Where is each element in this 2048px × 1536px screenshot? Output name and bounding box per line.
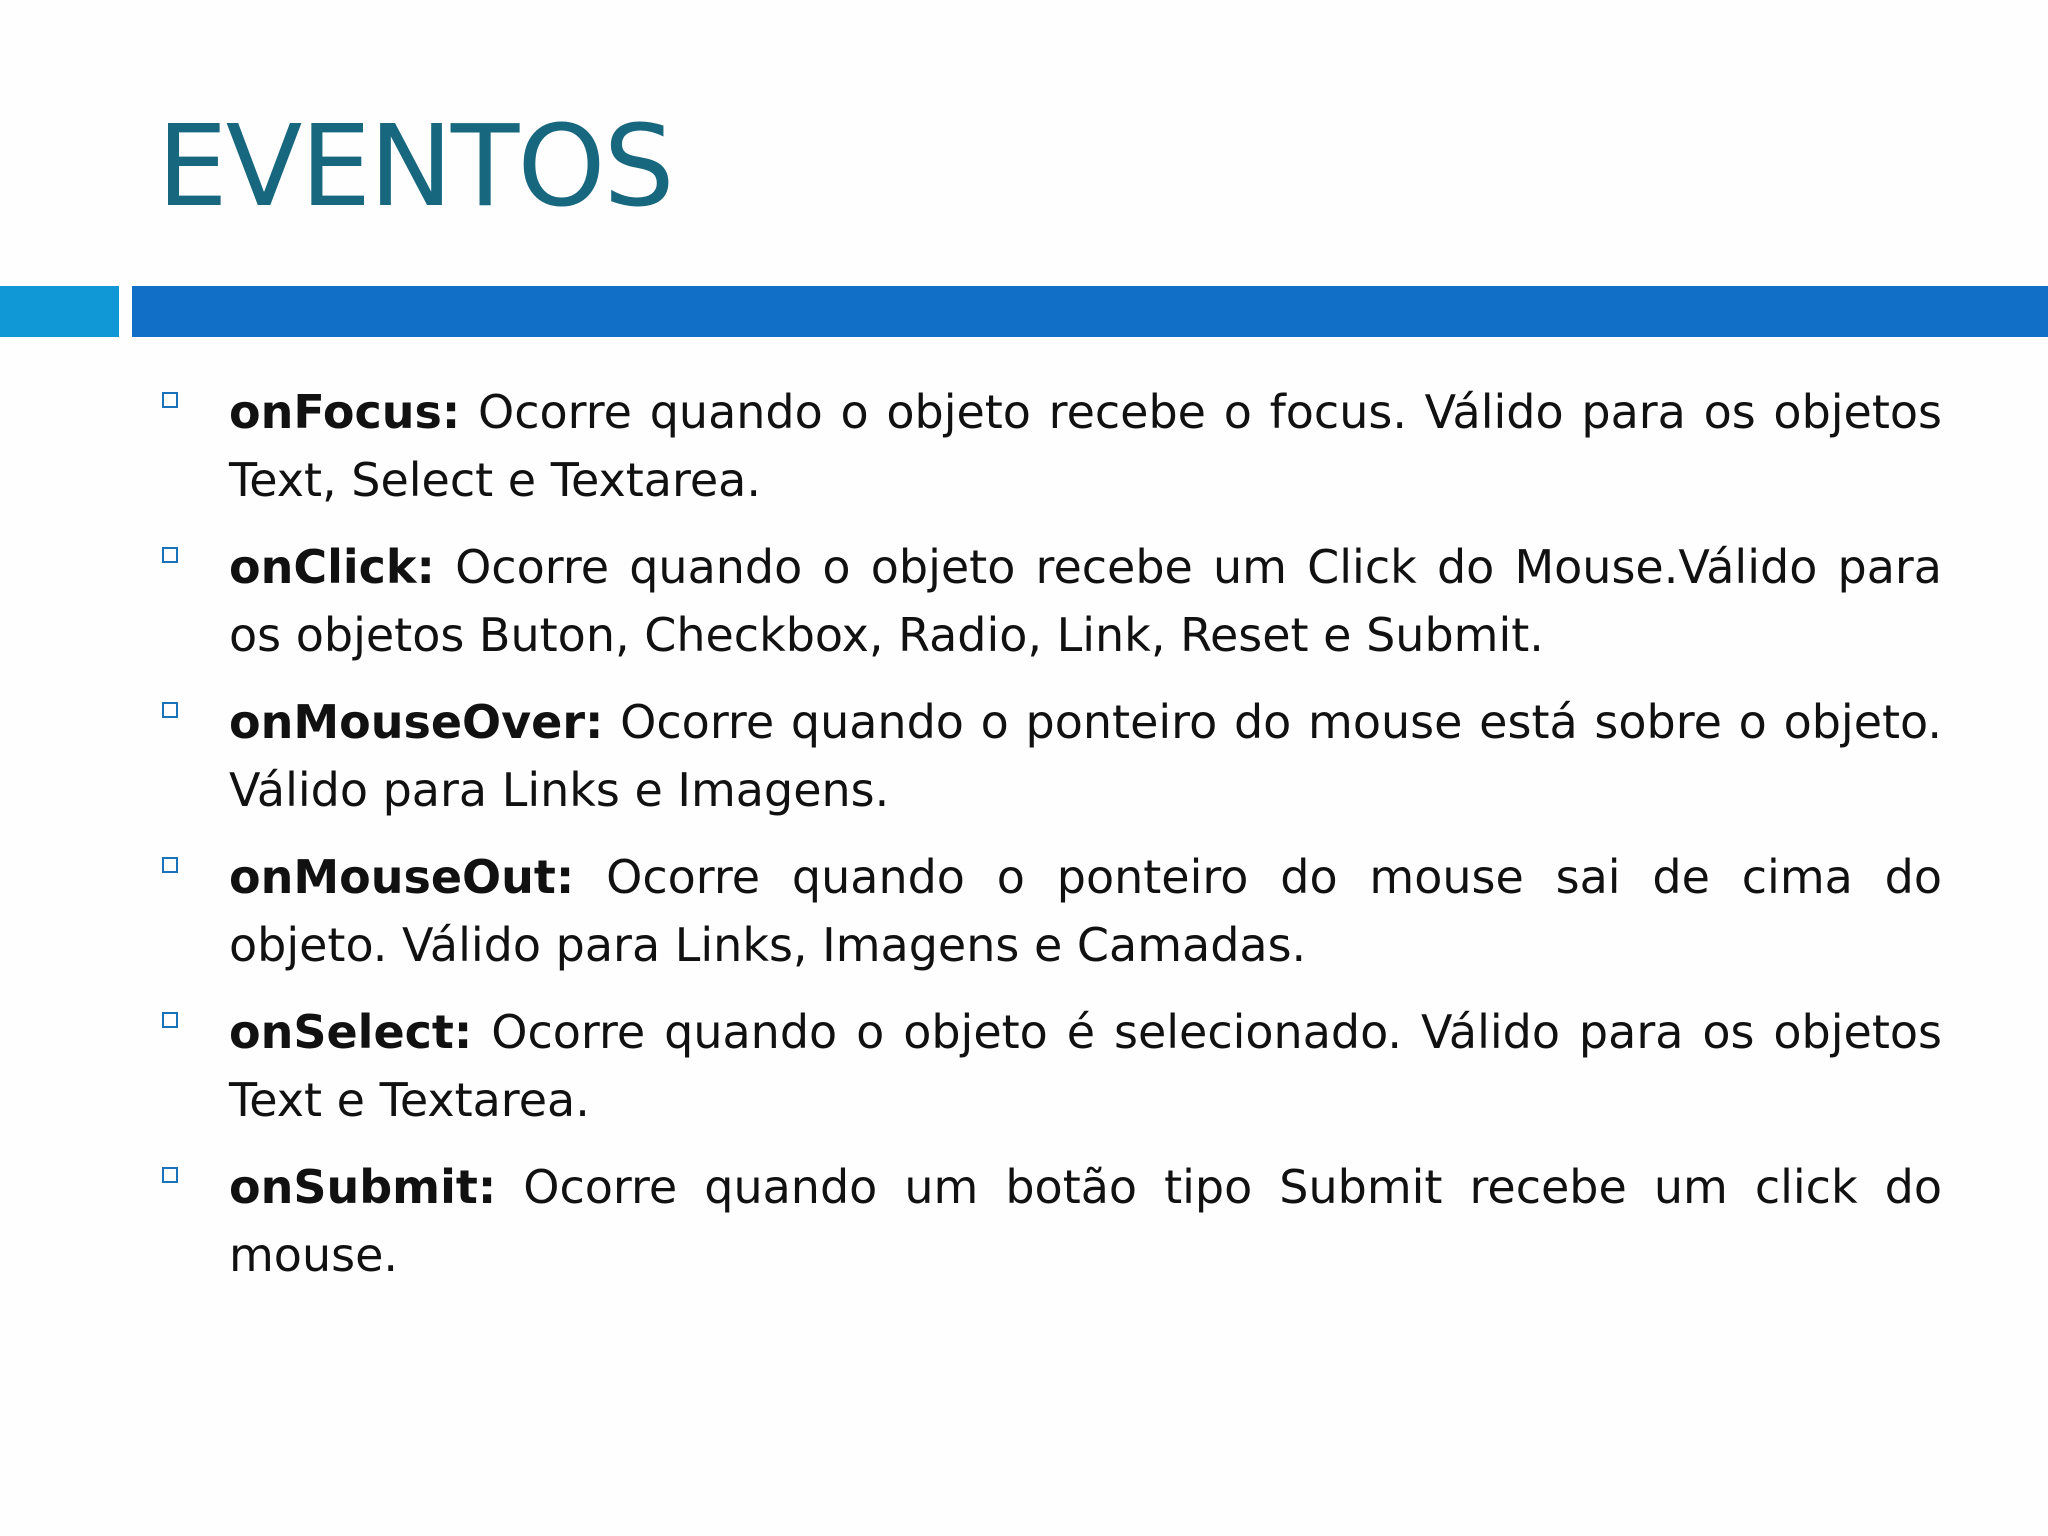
list-item-text: [229, 533, 1942, 669]
square-bullet-icon: [162, 857, 178, 873]
event-term: onMouseOver:: [229, 695, 604, 749]
square-bullet-icon: [162, 1167, 178, 1183]
event-description: Ocorre quando o ponteiro do mouse sai de cima do objeto. Válido para Links, Imagens e Camadas.: [229, 850, 1942, 972]
event-description: Ocorre quando o objeto recebe um Click do Mouse.Válido para os objetos Buton, Checkbox, Radio, Link, Reset e Submit.: [229, 540, 1942, 662]
square-bullet-icon: [162, 702, 178, 718]
event-description: Ocorre quando um botão tipo Submit recebe um click do mouse.: [229, 1160, 1942, 1282]
event-term: onSelect:: [229, 1005, 473, 1059]
event-description: Ocorre quando o objeto é selecionado. Válido para os objetos Text e Textarea.: [229, 1005, 1942, 1127]
list-item-onfocus: [0, 378, 1942, 514]
list-item-onsubmit: [0, 1153, 1942, 1289]
list-item-text: [229, 998, 1942, 1134]
list-item-text: [229, 378, 1942, 514]
event-list: [0, 378, 2048, 1308]
list-item-text: [229, 1153, 1942, 1289]
event-description: Ocorre quando o objeto recebe o focus. Válido para os objetos Text, Select e Textarea.: [229, 385, 1942, 507]
event-term: onClick:: [229, 540, 435, 594]
list-item-text: [229, 688, 1942, 824]
event-term: onFocus:: [229, 385, 461, 439]
square-bullet-icon: [162, 547, 178, 563]
square-bullet-icon: [162, 392, 178, 408]
list-item-onselect: [0, 998, 1942, 1134]
event-description: Ocorre quando o ponteiro do mouse está sobre o objeto. Válido para Links e Imagens.: [229, 695, 1942, 817]
slide-title: EVENTOS: [157, 102, 673, 232]
event-term: onMouseOut:: [229, 850, 575, 904]
event-term: onSubmit:: [229, 1160, 497, 1214]
list-item-onmouseover: [0, 688, 1942, 824]
list-item-onmouseout: [0, 843, 1942, 979]
square-bullet-icon: [162, 1012, 178, 1028]
header-divider-bar: [132, 286, 2048, 337]
header-accent-bar: [0, 286, 119, 337]
list-item-text: [229, 843, 1942, 979]
list-item-onclick: [0, 533, 1942, 669]
